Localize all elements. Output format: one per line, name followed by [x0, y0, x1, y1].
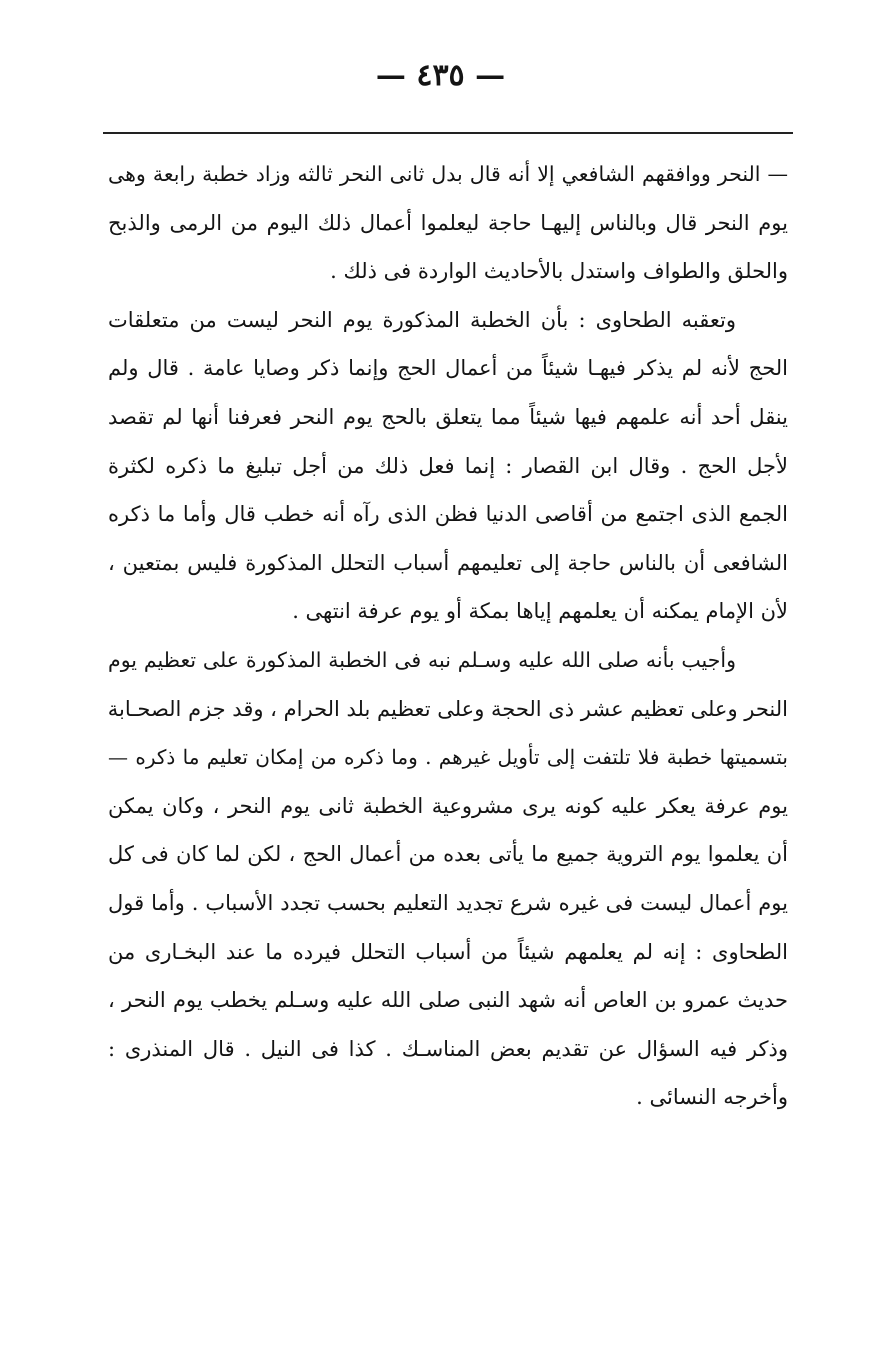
text-line: يوم عرفة يعكر عليه كونه يرى مشروعية الخطبة ثانى يوم النحر ، وكان يمكن [108, 793, 788, 818]
text-line: وذكر فيه السؤال عن تقديم بعض المناسـك . كذا فى النيل . قال المنذرى : [108, 1036, 788, 1061]
text-line: النحر وعلى تعظيم عشر ذى الحجة وعلى تعظيم بلد الحرام ، وقد جزم الصحـابة [108, 696, 788, 721]
body-text [108, 150, 788, 1122]
text-line: — النحر ووافقهم الشافعي إلا أنه قال بدل ثانى النحر ثالثه وزاد خطبة رابعة وهى [108, 162, 788, 186]
text-line: الجمع الذى اجتمع من أقاصى الدنيا فظن الذى رآه أنه خطب قال وأما ما ذكره [108, 502, 788, 527]
text-line: يوم النحر قال وبالناس إليهـا حاجة ليعلموا أعمال ذلك اليوم من الرمى والذبح [108, 210, 788, 235]
text-line: وأجيب بأنه صلى الله عليه وسـلم نبه فى الخطبة المذكورة على تعظيم يوم [108, 647, 736, 672]
text-line: وأخرجه النسائى . [636, 1085, 788, 1110]
text-line: ينقل أحد أنه علمهم فيها شيئاً مما يتعلق بالحج يوم النحر فعرفنا أنها لم تقصد [108, 404, 788, 429]
text-line: لأن الإمام يمكنه أن يعلمهم إياها بمكة أو يوم عرفة انتهى . [292, 599, 788, 624]
header-rule [103, 132, 793, 134]
text-line: الطحاوى : إنه لم يعلمهم شيئاً من أسباب التحلل فيرده ما عند البخـارى من [108, 939, 788, 964]
text-line: لأجل الحج . وقال ابن القصار : إنما فعل ذلك من أجل تبليغ ما ذكره لكثرة [108, 453, 788, 478]
text-line: الحج لأنه لم يذكر فيهـا شيئاً من أعمال الحج وإنما ذكر وصايا عامة . قال ولم [108, 356, 788, 381]
page-number: — ٤٣٥ — [375, 58, 506, 93]
text-line: أن يعلموا يوم التروية جميع ما يأتى بعده من أعمال الحج ، لكن لما كان فى كل [108, 842, 788, 867]
text-line: بتسميتها خطبة فلا تلتفت إلى تأويل غيرهم . وما ذكره من إمكان تعليم ما ذكره — [108, 745, 788, 770]
text-line: والحلق والطواف واستدل بالأحاديث الواردة فى ذلك . [330, 259, 788, 284]
text-line: يوم أعمال ليست فى غيره شرع تجديد التعليم بحسب تجدد الأسباب . وأما قول [108, 890, 788, 915]
text-line: وتعقبه الطحاوى : بأن الخطبة المذكورة يوم النحر ليست من متعلقات [108, 307, 736, 332]
text-line: الشافعى أن بالناس حاجة إلى تعليمهم أسباب التحلل المذكورة فليس بمتعين ، [108, 550, 788, 575]
text-line: حديث عمرو بن العاص أنه شهد النبى صلى الله عليه وسـلم يخطب يوم النحر ، [108, 988, 788, 1013]
